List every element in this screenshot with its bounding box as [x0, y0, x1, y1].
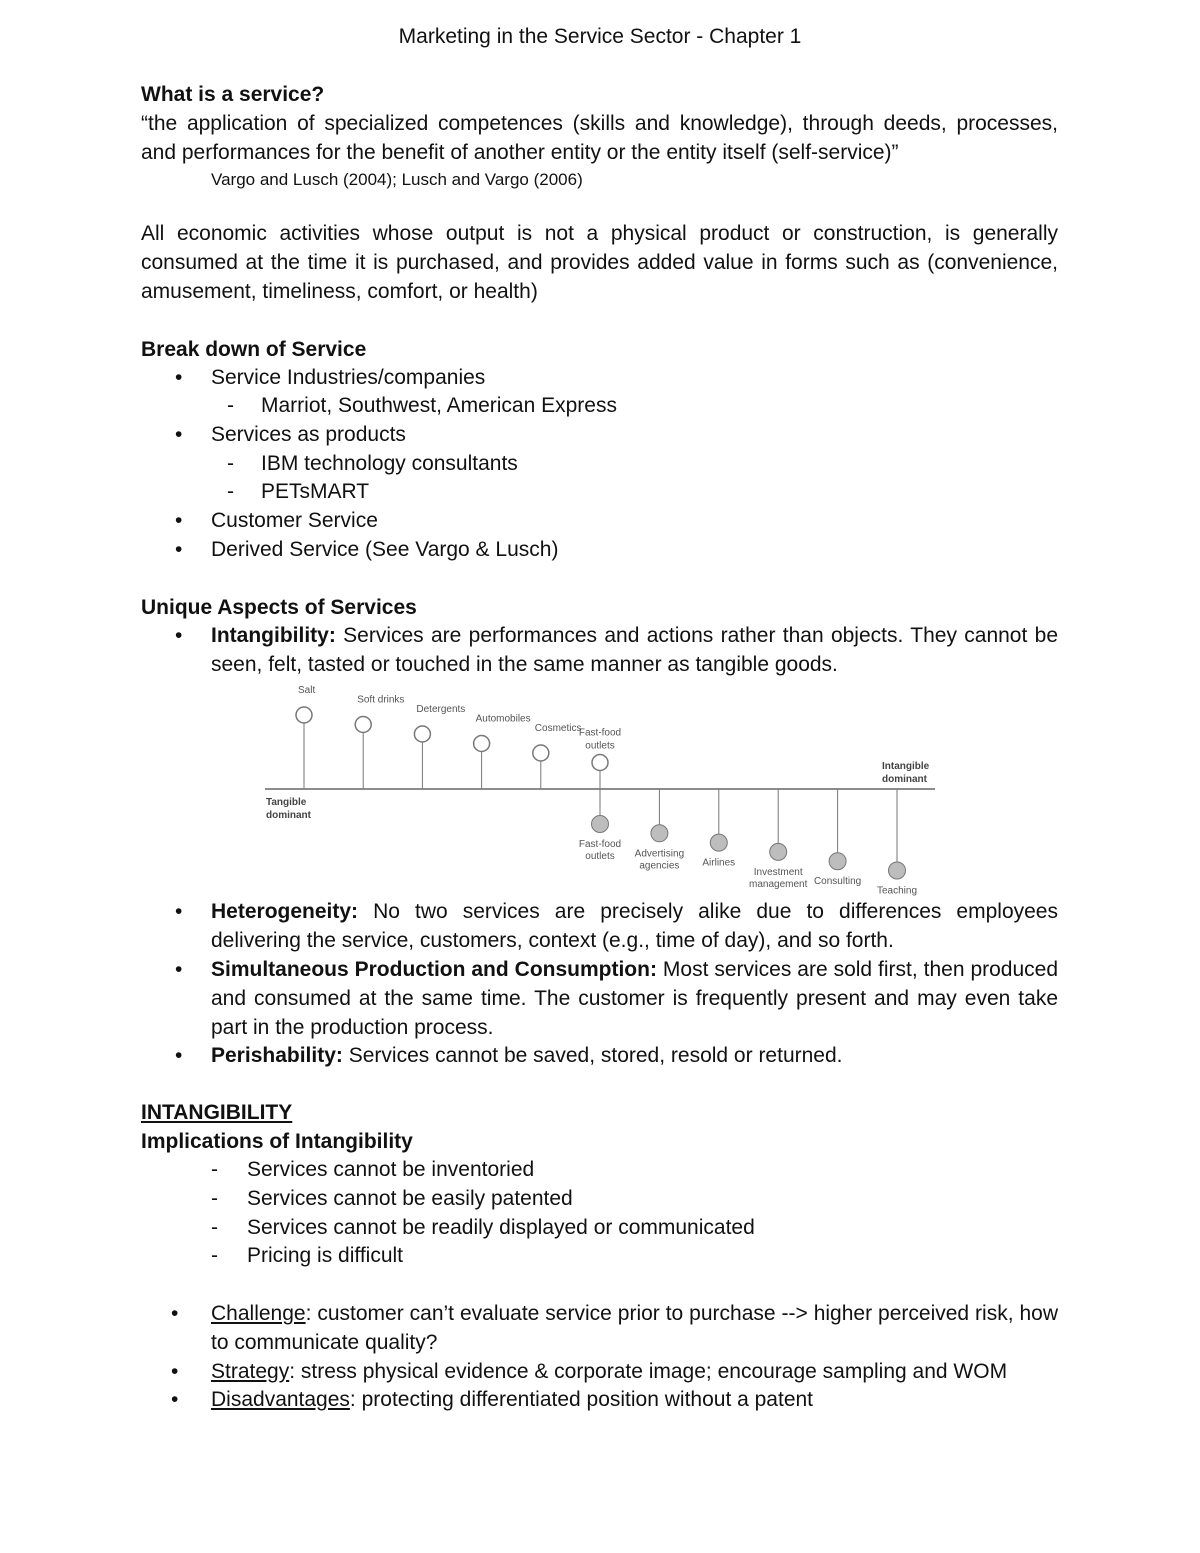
tangible-label: Salt	[298, 685, 316, 696]
simultaneous-term: Simultaneous Production and Consumption:	[211, 958, 657, 981]
tangible-dominant-label: Tangible	[266, 797, 307, 808]
challenge-text	[211, 1299, 1058, 1357]
what-is-service-heading: What is a service?	[141, 83, 325, 106]
dash-icon: -	[211, 1187, 218, 1210]
intangible-marker	[889, 862, 906, 879]
intangible-label: agencies	[639, 860, 680, 872]
tangible-label: Soft drinks	[357, 694, 405, 706]
citation: Vargo and Lusch (2004); Lusch and Vargo (2006)	[211, 170, 583, 189]
intangibility-term: Intangibility:	[211, 624, 336, 647]
disadvantages-text	[211, 1385, 1058, 1414]
bullet-icon: •	[175, 958, 183, 981]
breakdown-heading: Break down of Service	[141, 338, 367, 361]
tangibility-spectrum-diagram	[255, 676, 955, 896]
bullet-icon: •	[171, 1388, 179, 1411]
simultaneous-text	[211, 955, 1058, 1042]
tangible-marker	[296, 707, 312, 723]
intangible-marker	[710, 834, 727, 851]
intangibility-text	[211, 621, 1058, 679]
bullet-icon: •	[175, 509, 183, 532]
implication-label: Services cannot be easily patented	[247, 1187, 573, 1210]
page-title: Marketing in the Service Sector - Chapter 1	[398, 25, 802, 48]
tangible-label: Fast-food	[578, 727, 622, 739]
tangible-marker	[355, 717, 371, 733]
heterogeneity-desc: No two services are precisely alike due to differences employees delivering the service, customers, context (e.g., time of day), and so forth.	[211, 900, 1058, 952]
tangible-items	[296, 685, 621, 789]
unique-aspects-heading: Unique Aspects of Services	[141, 596, 417, 619]
intangible-label: outlets	[585, 851, 615, 862]
intangible-items	[579, 789, 917, 896]
bullet-icon: •	[175, 900, 183, 923]
bullet-icon: •	[175, 624, 183, 647]
tangible-dominant-label: dominant	[266, 810, 311, 821]
tangible-label: Cosmetics	[534, 723, 582, 734]
bullet-icon: •	[171, 1360, 179, 1383]
intangible-label: Investment	[753, 866, 803, 878]
disadvantages-label: Disadvantages	[211, 1388, 350, 1411]
bullet-icon: •	[175, 1044, 183, 1067]
service-definition: All economic activities whose output is not a physical product or construction, is generally consumed at the time it is purchased, and provides added value in forms such as (convenience, amusement, timeliness, comfort, or health)	[141, 222, 1058, 303]
tangible-marker	[474, 736, 490, 752]
intangible-label: management	[749, 878, 808, 890]
challenge-desc: : customer can’t evaluate service prior to purchase --> higher perceived risk, how to communicate quality?	[211, 1302, 1058, 1354]
strategy-desc: : stress physical evidence & corporate image; encourage sampling and WOM	[289, 1360, 1008, 1383]
bullet-icon: •	[175, 538, 183, 561]
implication-label: Pricing is difficult	[247, 1244, 404, 1267]
list-item-label: Service Industries/companies	[211, 366, 486, 389]
intangible-label: Consulting	[813, 876, 862, 888]
challenge-label: Challenge	[211, 1302, 306, 1325]
heterogeneity-term: Heterogeneity:	[211, 900, 359, 923]
intangible-label: Fast-food	[578, 839, 622, 850]
perishability-desc: Services cannot be saved, stored, resold or returned.	[342, 1044, 843, 1067]
perishability-text	[211, 1041, 1058, 1070]
intangibility-section-heading: INTANGIBILITY	[141, 1101, 293, 1124]
tangible-label: Automobiles	[475, 713, 531, 725]
dash-icon: -	[211, 1216, 218, 1239]
bullet-icon: •	[171, 1302, 179, 1325]
intangible-dominant-label: dominant	[882, 774, 927, 785]
dash-icon: -	[227, 394, 234, 417]
list-item-label: Services as products	[211, 423, 406, 446]
tangible-label: outlets	[585, 740, 615, 752]
intangible-marker	[829, 853, 846, 870]
implication-label: Services cannot be inventoried	[247, 1158, 535, 1181]
implication-label: Services cannot be readily displayed or communicated	[247, 1216, 755, 1239]
heterogeneity-text	[211, 897, 1058, 955]
intangibility-desc: Services are performances and actions rather than objects. They cannot be seen, felt, tasted or touched in the same manner as tangible goods.	[211, 624, 1058, 676]
intangible-label: Advertising	[634, 848, 685, 860]
dash-icon: -	[227, 480, 234, 503]
dash-icon: -	[211, 1244, 218, 1267]
intangible-label: Teaching	[876, 885, 918, 896]
sub-list-item-label: PETsMART	[261, 480, 370, 503]
perishability-term: Perishability:	[211, 1044, 343, 1067]
service-quote: “the application of specialized competences (skills and knowledge), through deeds, processes, and performances for the benefit of another entity or the entity itself (self-service)”	[141, 112, 1058, 164]
bullet-icon: •	[175, 366, 183, 389]
tangible-label: Detergents	[416, 704, 466, 715]
intangible-label: Airlines	[702, 857, 736, 869]
strategy-text	[211, 1357, 1058, 1386]
sub-list-item-label: IBM technology consultants	[261, 452, 518, 475]
dash-icon: -	[211, 1158, 218, 1181]
list-item-label: Customer Service	[211, 509, 378, 532]
list-item-label: Derived Service (See Vargo & Lusch)	[211, 538, 559, 561]
strategy-label: Strategy	[211, 1360, 290, 1383]
bullet-icon: •	[175, 423, 183, 446]
simultaneous-desc: Most services are sold first, then produced and consumed at the same time. The customer is frequently present and may even take part in the production process.	[211, 958, 1059, 1039]
intangible-marker	[592, 816, 609, 833]
intangible-marker	[770, 843, 787, 860]
disadvantages-desc: : protecting differentiated position without a patent	[349, 1388, 814, 1411]
intangible-marker	[651, 825, 668, 842]
tangible-marker	[592, 755, 608, 771]
implications-heading: Implications of Intangibility	[141, 1130, 413, 1153]
dash-icon: -	[227, 452, 234, 475]
tangible-marker	[414, 726, 430, 742]
tangible-marker	[533, 745, 549, 761]
intangible-dominant-label: Intangible	[882, 761, 930, 772]
sub-list-item-label: Marriot, Southwest, American Express	[261, 394, 617, 417]
